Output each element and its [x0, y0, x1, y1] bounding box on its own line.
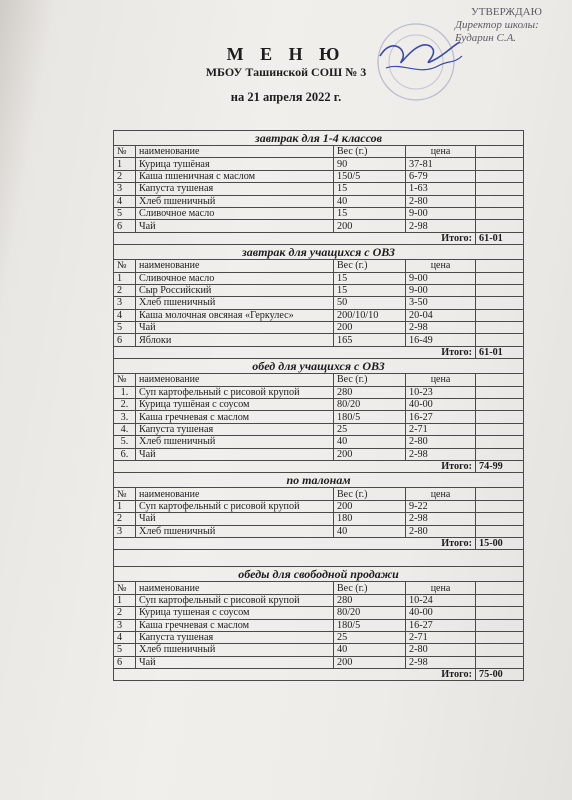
- dish-name: Каша гречневая с маслом: [136, 619, 334, 631]
- table-row: [114, 656, 524, 668]
- total-label: Итого:: [114, 669, 476, 681]
- dish-price: 2-80: [406, 436, 476, 448]
- dish-name: Капуста тушеная: [136, 423, 334, 435]
- dish-weight: 165: [334, 334, 406, 346]
- row-number: 1: [114, 272, 136, 284]
- column-header-empty: [476, 374, 524, 386]
- dish-name: Каша молочная овсяная «Геркулес»: [136, 309, 334, 321]
- approval-block: [455, 6, 567, 45]
- table-row: [114, 644, 524, 656]
- dish-name: Каша гречневая с маслом: [136, 411, 334, 423]
- empty-cell: [476, 607, 524, 619]
- dish-price: 10-24: [406, 594, 476, 606]
- empty-cell: [476, 207, 524, 219]
- row-number: 6: [114, 656, 136, 668]
- column-header-weight: Вес (г.): [334, 488, 406, 500]
- dish-weight: 200: [334, 448, 406, 460]
- table-row: [114, 436, 524, 448]
- dish-name: Чай: [136, 448, 334, 460]
- column-header-weight: Вес (г.): [334, 146, 406, 158]
- row-number: 4: [114, 631, 136, 643]
- empty-cell: [476, 170, 524, 182]
- total-label: Итого:: [114, 460, 476, 472]
- column-header-row: [114, 582, 524, 594]
- table-row: [114, 272, 524, 284]
- dish-price: 2-98: [406, 220, 476, 232]
- table-row: [114, 607, 524, 619]
- dish-weight: 80/20: [334, 399, 406, 411]
- table-row: [114, 399, 524, 411]
- dish-name: Сливочное масло: [136, 207, 334, 219]
- dish-weight: 15: [334, 207, 406, 219]
- dish-weight: 80/20: [334, 607, 406, 619]
- empty-cell: [476, 386, 524, 398]
- dish-price: 3-50: [406, 297, 476, 309]
- column-header-empty: [476, 260, 524, 272]
- row-number: 2.: [114, 399, 136, 411]
- empty-cell: [476, 334, 524, 346]
- empty-cell: [476, 411, 524, 423]
- dish-name: Сыр Российский: [136, 284, 334, 296]
- empty-cell: [476, 158, 524, 170]
- dish-name: Каша пшеничная с маслом: [136, 170, 334, 182]
- table-row: [114, 183, 524, 195]
- dish-weight: 25: [334, 423, 406, 435]
- column-header-name: наименование: [136, 260, 334, 272]
- section-title: завтрак для учащихся с ОВЗ: [114, 245, 524, 260]
- menu-table-container: [113, 130, 523, 681]
- column-header-num: №: [114, 582, 136, 594]
- dish-price: 2-71: [406, 631, 476, 643]
- dish-weight: 180: [334, 513, 406, 525]
- dish-weight: 180/5: [334, 411, 406, 423]
- dish-name: Капуста тушеная: [136, 183, 334, 195]
- dish-name: Хлеб пшеничный: [136, 436, 334, 448]
- total-label: Итого:: [114, 232, 476, 244]
- dish-name: Хлеб пшеничный: [136, 644, 334, 656]
- empty-cell: [476, 297, 524, 309]
- row-number: 3: [114, 619, 136, 631]
- dish-weight: 200: [334, 220, 406, 232]
- empty-cell: [476, 500, 524, 512]
- row-number: 2: [114, 513, 136, 525]
- menu-table: [113, 130, 524, 681]
- dish-price: 16-27: [406, 411, 476, 423]
- dish-weight: 200: [334, 500, 406, 512]
- table-row: [114, 309, 524, 321]
- total-row: [114, 537, 524, 549]
- dish-name: Чай: [136, 656, 334, 668]
- total-label: Итого:: [114, 346, 476, 358]
- total-label: Итого:: [114, 537, 476, 549]
- empty-cell: [476, 619, 524, 631]
- column-header-name: наименование: [136, 488, 334, 500]
- dish-price: 2-98: [406, 656, 476, 668]
- document-title: [0, 44, 572, 105]
- total-value: 61-01: [476, 232, 524, 244]
- dish-weight: 40: [334, 195, 406, 207]
- dish-name: Хлеб пшеничный: [136, 195, 334, 207]
- empty-cell: [476, 322, 524, 334]
- total-value: 74-99: [476, 460, 524, 472]
- row-number: 2: [114, 284, 136, 296]
- row-number: 6: [114, 220, 136, 232]
- row-number: 1.: [114, 386, 136, 398]
- column-header-row: [114, 374, 524, 386]
- table-row: [114, 334, 524, 346]
- column-header-empty: [476, 582, 524, 594]
- section-title-row: [114, 567, 524, 582]
- dish-price: 2-71: [406, 423, 476, 435]
- row-number: 6: [114, 334, 136, 346]
- dish-price: 9-00: [406, 207, 476, 219]
- column-header-name: наименование: [136, 146, 334, 158]
- dish-weight: 200: [334, 656, 406, 668]
- dish-price: 2-80: [406, 195, 476, 207]
- dish-weight: 280: [334, 594, 406, 606]
- table-row: [114, 195, 524, 207]
- section-title: по талонам: [114, 473, 524, 488]
- total-row: [114, 232, 524, 244]
- table-row: [114, 207, 524, 219]
- table-row: [114, 448, 524, 460]
- dish-price: 1-63: [406, 183, 476, 195]
- column-header-empty: [476, 488, 524, 500]
- dish-weight: 40: [334, 525, 406, 537]
- dish-price: 16-49: [406, 334, 476, 346]
- table-row: [114, 513, 524, 525]
- empty-cell: [476, 644, 524, 656]
- column-header-empty: [476, 146, 524, 158]
- table-row: [114, 594, 524, 606]
- dish-weight: 40: [334, 644, 406, 656]
- dish-weight: 200: [334, 322, 406, 334]
- empty-cell: [476, 423, 524, 435]
- dish-name: Яблоки: [136, 334, 334, 346]
- row-number: 2: [114, 170, 136, 182]
- empty-cell: [476, 272, 524, 284]
- dish-price: 2-98: [406, 322, 476, 334]
- section-title: обед для учащихся с ОВЗ: [114, 359, 524, 374]
- dish-price: 37-81: [406, 158, 476, 170]
- section-title-row: [114, 473, 524, 488]
- total-row: [114, 346, 524, 358]
- table-row: [114, 170, 524, 182]
- dish-weight: 90: [334, 158, 406, 170]
- empty-cell: [476, 525, 524, 537]
- row-number: 2: [114, 607, 136, 619]
- column-header-num: №: [114, 260, 136, 272]
- column-header-price: цена: [406, 582, 476, 594]
- menu-heading: М Е Н Ю: [226, 44, 346, 64]
- dish-name: Хлеб пшеничный: [136, 525, 334, 537]
- dish-price: 40-00: [406, 399, 476, 411]
- table-row: [114, 297, 524, 309]
- section-title-row: [114, 131, 524, 146]
- dish-weight: 180/5: [334, 619, 406, 631]
- empty-cell: [476, 594, 524, 606]
- menu-date: на 21 апреля 2022 г.: [230, 90, 342, 104]
- column-header-weight: Вес (г.): [334, 260, 406, 272]
- table-row: [114, 619, 524, 631]
- dish-price: 2-80: [406, 644, 476, 656]
- empty-cell: [476, 220, 524, 232]
- dish-price: 10-23: [406, 386, 476, 398]
- dish-price: 2-80: [406, 525, 476, 537]
- total-value: 61-01: [476, 346, 524, 358]
- row-number: 1: [114, 500, 136, 512]
- dish-price: 9-00: [406, 272, 476, 284]
- row-number: 5.: [114, 436, 136, 448]
- dish-name: Суп картофельный с рисовой крупой: [136, 500, 334, 512]
- table-row: [114, 411, 524, 423]
- empty-cell: [476, 631, 524, 643]
- row-number: 5: [114, 644, 136, 656]
- approval-position: Директор школы:: [455, 19, 539, 31]
- column-header-price: цена: [406, 374, 476, 386]
- row-number: 3: [114, 525, 136, 537]
- column-header-name: наименование: [136, 582, 334, 594]
- dish-price: 9-00: [406, 284, 476, 296]
- column-header-num: №: [114, 488, 136, 500]
- dish-name: Курица тушёная с соусом: [136, 399, 334, 411]
- dish-weight: 25: [334, 631, 406, 643]
- row-number: 4: [114, 309, 136, 321]
- empty-cell: [476, 436, 524, 448]
- row-number: 1: [114, 158, 136, 170]
- table-row: [114, 423, 524, 435]
- column-header-num: №: [114, 146, 136, 158]
- column-header-price: цена: [406, 260, 476, 272]
- dish-price: 9-22: [406, 500, 476, 512]
- empty-cell: [476, 309, 524, 321]
- dish-name: Сливочное масло: [136, 272, 334, 284]
- row-number: 6.: [114, 448, 136, 460]
- section-title-row: [114, 245, 524, 260]
- dish-price: 16-27: [406, 619, 476, 631]
- column-header-name: наименование: [136, 374, 334, 386]
- row-number: 3: [114, 183, 136, 195]
- row-number: 5: [114, 207, 136, 219]
- dish-weight: 15: [334, 284, 406, 296]
- table-row: [114, 284, 524, 296]
- column-header-weight: Вес (г.): [334, 582, 406, 594]
- table-row: [114, 220, 524, 232]
- dish-weight: 150/5: [334, 170, 406, 182]
- dish-name: Капуста тушеная: [136, 631, 334, 643]
- section-title-row: [114, 359, 524, 374]
- dish-weight: 15: [334, 183, 406, 195]
- total-row: [114, 460, 524, 472]
- dish-name: Курица тушёная: [136, 158, 334, 170]
- dish-name: Чай: [136, 322, 334, 334]
- approval-heading: УТВЕРЖДАЮ: [471, 6, 542, 18]
- table-row: [114, 386, 524, 398]
- approval-name: Бударин С.А.: [455, 32, 517, 44]
- empty-cell: [476, 656, 524, 668]
- dish-name: Суп картофельный с рисовой крупой: [136, 386, 334, 398]
- column-header-row: [114, 488, 524, 500]
- empty-cell: [476, 399, 524, 411]
- row-number: 4: [114, 195, 136, 207]
- row-number: 5: [114, 322, 136, 334]
- dish-price: 20-04: [406, 309, 476, 321]
- dish-name: Чай: [136, 513, 334, 525]
- table-row: [114, 322, 524, 334]
- row-number: 3.: [114, 411, 136, 423]
- row-number: 4.: [114, 423, 136, 435]
- column-header-num: №: [114, 374, 136, 386]
- empty-cell: [476, 448, 524, 460]
- empty-cell: [476, 284, 524, 296]
- school-name: МБОУ Ташинской СОШ № 3: [205, 65, 367, 79]
- section-title: завтрак для 1-4 классов: [114, 131, 524, 146]
- dish-price: 40-00: [406, 607, 476, 619]
- dish-price: 2-98: [406, 448, 476, 460]
- dish-price: 6-79: [406, 170, 476, 182]
- table-row: [114, 500, 524, 512]
- row-number: 3: [114, 297, 136, 309]
- row-number: 1: [114, 594, 136, 606]
- dish-weight: 200/10/10: [334, 309, 406, 321]
- blank-cell: [114, 550, 524, 567]
- table-row: [114, 158, 524, 170]
- table-row: [114, 525, 524, 537]
- column-header-price: цена: [406, 488, 476, 500]
- column-header-row: [114, 260, 524, 272]
- dish-weight: 280: [334, 386, 406, 398]
- dish-weight: 40: [334, 436, 406, 448]
- total-value: 15-00: [476, 537, 524, 549]
- dish-price: 2-98: [406, 513, 476, 525]
- empty-cell: [476, 513, 524, 525]
- dish-name: Чай: [136, 220, 334, 232]
- column-header-weight: Вес (г.): [334, 374, 406, 386]
- dish-name: Хлеб пшеничный: [136, 297, 334, 309]
- total-row: [114, 669, 524, 681]
- blank-row: [114, 550, 524, 567]
- total-value: 75-00: [476, 669, 524, 681]
- column-header-row: [114, 146, 524, 158]
- dish-name: Суп картофельный с рисовой крупой: [136, 594, 334, 606]
- column-header-price: цена: [406, 146, 476, 158]
- empty-cell: [476, 183, 524, 195]
- dish-name: Курица тушеная с соусом: [136, 607, 334, 619]
- section-title: обеды для свободной продажи: [114, 567, 524, 582]
- empty-cell: [476, 195, 524, 207]
- dish-weight: 50: [334, 297, 406, 309]
- dish-weight: 15: [334, 272, 406, 284]
- table-row: [114, 631, 524, 643]
